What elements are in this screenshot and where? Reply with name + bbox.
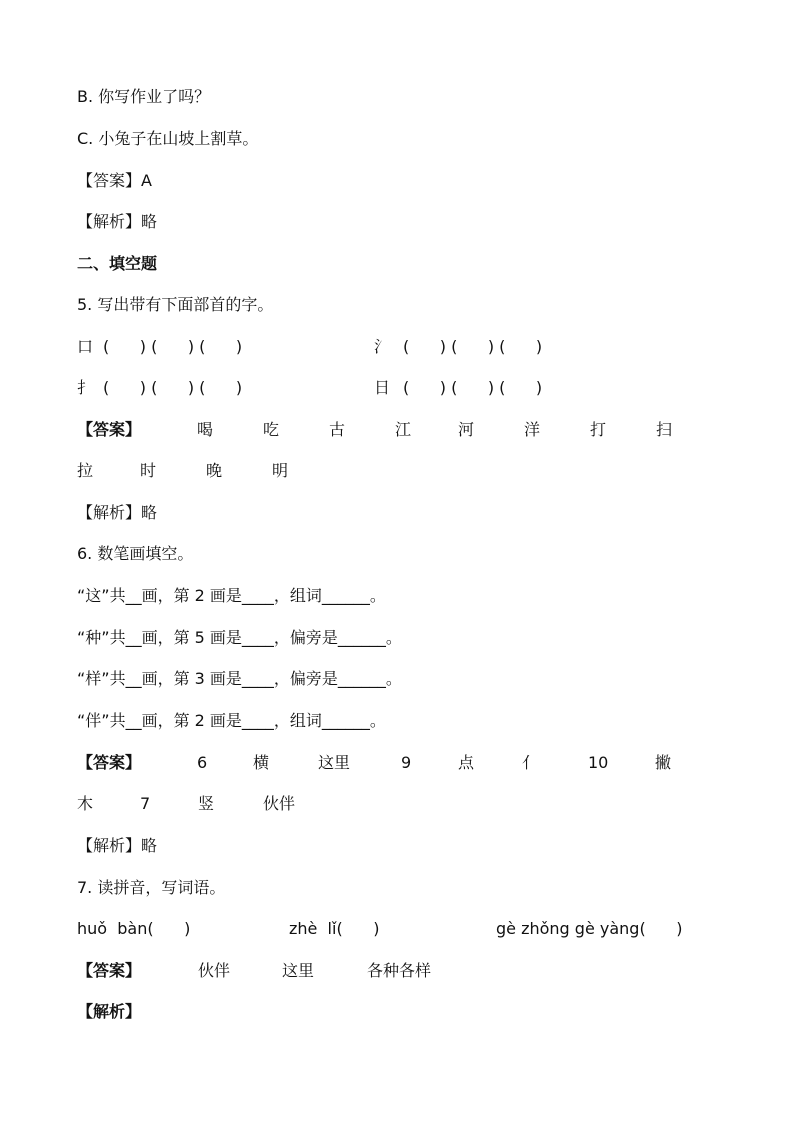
blank-group: ( ) ( ) ( ) [403, 378, 543, 397]
answer-item: 伙伴 [198, 961, 231, 980]
q6-prompt: 6. 数笔画填空。 [77, 544, 194, 563]
pinyin-item: huǒ bàn( ) [77, 919, 191, 938]
answer-item: 竖 [198, 794, 215, 813]
answer-item: 古 [329, 420, 346, 439]
blank-group: ( ) ( ) ( ) [403, 337, 543, 356]
answer-item: 晚 [206, 461, 223, 480]
answer-item: 吃 [263, 420, 280, 439]
answer-item: 打 [590, 420, 607, 439]
answer-label: 【答案】 [77, 420, 142, 439]
answer-item: 喝 [197, 420, 214, 439]
answer-item: 洋 [524, 420, 541, 439]
blank-group: ( ) ( ) ( ) [103, 337, 243, 356]
answer-item: 各种各样 [367, 961, 432, 980]
radical: 扌 [77, 378, 94, 397]
q6-analysis: 【解析】略 [77, 836, 158, 855]
section-title: 二、填空题 [77, 254, 158, 273]
answer-label: 【答案】 [77, 753, 142, 772]
q5-analysis: 【解析】略 [77, 503, 158, 522]
answer-item: 横 [253, 753, 270, 772]
answer-item: 撇 [655, 753, 672, 772]
blank-group: ( ) ( ) ( ) [103, 378, 243, 397]
option-b: B. 你写作业了吗？ [77, 87, 211, 106]
option-c: C. 小兔子在山坡上割草。 [77, 129, 259, 148]
q5-prompt: 5. 写出带有下面部首的字。 [77, 295, 274, 314]
answer-item: 7 [140, 794, 151, 813]
answer-item: 这里 [318, 753, 351, 772]
radical: 日 [374, 378, 391, 397]
answer-label: 【答案】 [77, 961, 142, 980]
q4-analysis: 【解析】略 [77, 212, 158, 231]
answer-item: 拉 [77, 461, 94, 480]
q6-line: “样”共__画，第 3 画是____，偏旁是______。 [77, 669, 402, 688]
answer-item: 木 [77, 794, 94, 813]
answer-item: 这里 [282, 961, 315, 980]
answer-item: 明 [272, 461, 289, 480]
radical: 口 [77, 337, 94, 356]
answer-item: 时 [140, 461, 157, 480]
answer-item: 亻 [522, 753, 539, 772]
answer-item: 9 [401, 753, 412, 772]
answer-item: 点 [458, 753, 475, 772]
answer-item: 河 [458, 420, 475, 439]
answer-item: 6 [197, 753, 208, 772]
radical: 氵 [374, 337, 391, 356]
answer-item: 扫 [656, 420, 673, 439]
q7-prompt: 7. 读拼音，写词语。 [77, 878, 226, 897]
q6-line: “种”共__画，第 5 画是____，偏旁是______。 [77, 628, 402, 647]
q4-answer: 【答案】A [77, 171, 152, 190]
answer-item: 10 [588, 753, 609, 772]
answer-item: 江 [395, 420, 412, 439]
pinyin-item: gè zhǒng gè yàng( ) [496, 919, 683, 938]
answer-item: 伙伴 [263, 794, 296, 813]
q6-line: “这”共__画，第 2 画是____，组词______。 [77, 586, 386, 605]
pinyin-item: zhè lǐ( ) [289, 919, 380, 938]
q7-analysis: 【解析】 [77, 1002, 142, 1021]
q6-line: “伴”共__画，第 2 画是____，组词______。 [77, 711, 386, 730]
